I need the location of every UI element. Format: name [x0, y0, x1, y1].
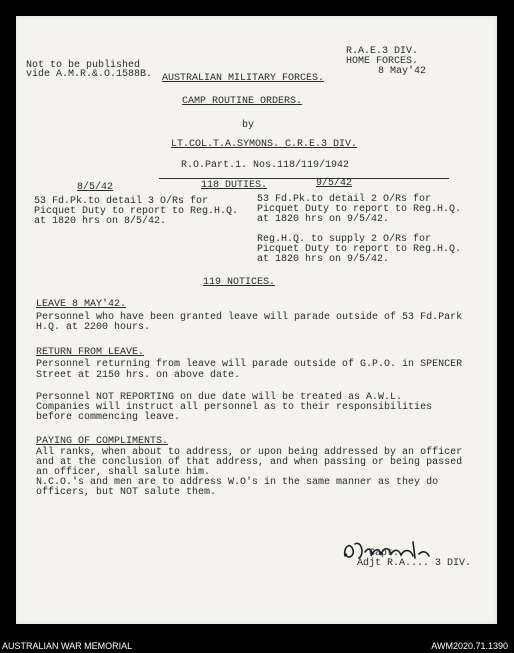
duty-right-b-line-2: Picquet Duty to report to Reg.H.Q.	[257, 244, 462, 255]
by-line: by	[242, 120, 255, 131]
compliments-line-4: N.C.O.'s and men are to address W.O's in the same manner as they do	[36, 477, 439, 488]
notreport-line-2: Companies will instruct all personnel as to their responsibilities	[36, 402, 433, 413]
archive-name: AUSTRALIAN WAR MEMORIAL	[2, 641, 133, 651]
unit-line: R.A.E.3 DIV.	[346, 46, 419, 57]
signatory-rank: Capt.	[369, 548, 400, 559]
duty-date-left: 8/5/42	[77, 182, 114, 193]
return-heading: RETURN FROM LEAVE.	[36, 347, 145, 358]
notreport-line-1: Personnel NOT REPORTING on due date will be treated as A.W.L.	[36, 392, 403, 403]
duty-date-right: 9/5/42	[316, 178, 353, 189]
return-line-2: Street at 2150 hrs. on above date.	[36, 370, 241, 381]
signatory-role: Adjt R.A.... 3 DIV.	[357, 558, 472, 569]
leave-heading: LEAVE 8 MAY'42.	[36, 299, 127, 310]
distribution-note-line-1: Not to be published	[26, 60, 141, 71]
distribution-note-line-2: vide A.M.R.&.O.1588B.	[26, 69, 153, 80]
duty-right-b-line-1: Reg.H.Q. to supply 2 O/Rs for	[257, 234, 432, 245]
notreport-line-3: before commencing leave.	[36, 412, 181, 423]
leave-line-2: H.Q. at 2200 hours.	[36, 322, 151, 333]
duty-left-line-1: 53 Fd.Pk.to detail 3 O/Rs for	[34, 196, 209, 207]
compliments-line-5: officers, but NOT salute them.	[36, 487, 217, 498]
document-page	[16, 16, 497, 624]
command-line: HOME FORCES.	[346, 56, 419, 67]
return-line-1: Personnel returning from leave will parade outside of G.P.O. in SPENCER	[36, 359, 463, 370]
part-numbers: R.O.Part.1. Nos.118/119/1942	[181, 160, 350, 171]
leave-line-1: Personnel who have been granted leave will parade outside of 53 Fd.Park	[36, 312, 463, 323]
org-heading: AUSTRALIAN MILITARY FORCES.	[162, 73, 325, 84]
duties-heading: 118 DUTIES.	[201, 180, 268, 191]
duty-right-b-line-3: at 1820 hrs on 9/5/42.	[257, 254, 390, 265]
compliments-line-3: an officer, shall salute him.	[36, 467, 211, 478]
archive-footer	[0, 638, 514, 653]
duty-right-a-line-2: Picquet Duty to report to Reg.H.Q.	[257, 204, 462, 215]
duty-left-line-3: at 1820 hrs on 8/5/42.	[34, 216, 167, 227]
duty-right-a-line-1: 53 Fd.Pk.to detail 2 O/Rs for	[257, 194, 432, 205]
duty-left-line-2: Picquet Duty to report to Reg.H.Q.	[34, 206, 239, 217]
commanding-officer: LT.COL.T.A.SYMONS. C.R.E.3 DIV.	[171, 139, 358, 150]
header-rule	[159, 178, 449, 179]
compliments-line-2: and at the conclusion of that address, and when passing or being passed	[36, 457, 463, 468]
notices-heading: 119 NOTICES.	[203, 277, 276, 288]
document-date: 8 May'42	[378, 66, 427, 77]
orders-title: CAMP ROUTINE ORDERS.	[182, 96, 303, 107]
archive-reference: AWM2020.71.1390	[431, 641, 508, 651]
duty-right-a-line-3: at 1820 hrs on 9/5/42.	[257, 214, 390, 225]
compliments-heading: PAYING OF COMPLIMENTS.	[36, 436, 169, 447]
compliments-line-1: All ranks, when about to address, or upon being addressed by an officer	[36, 447, 463, 458]
